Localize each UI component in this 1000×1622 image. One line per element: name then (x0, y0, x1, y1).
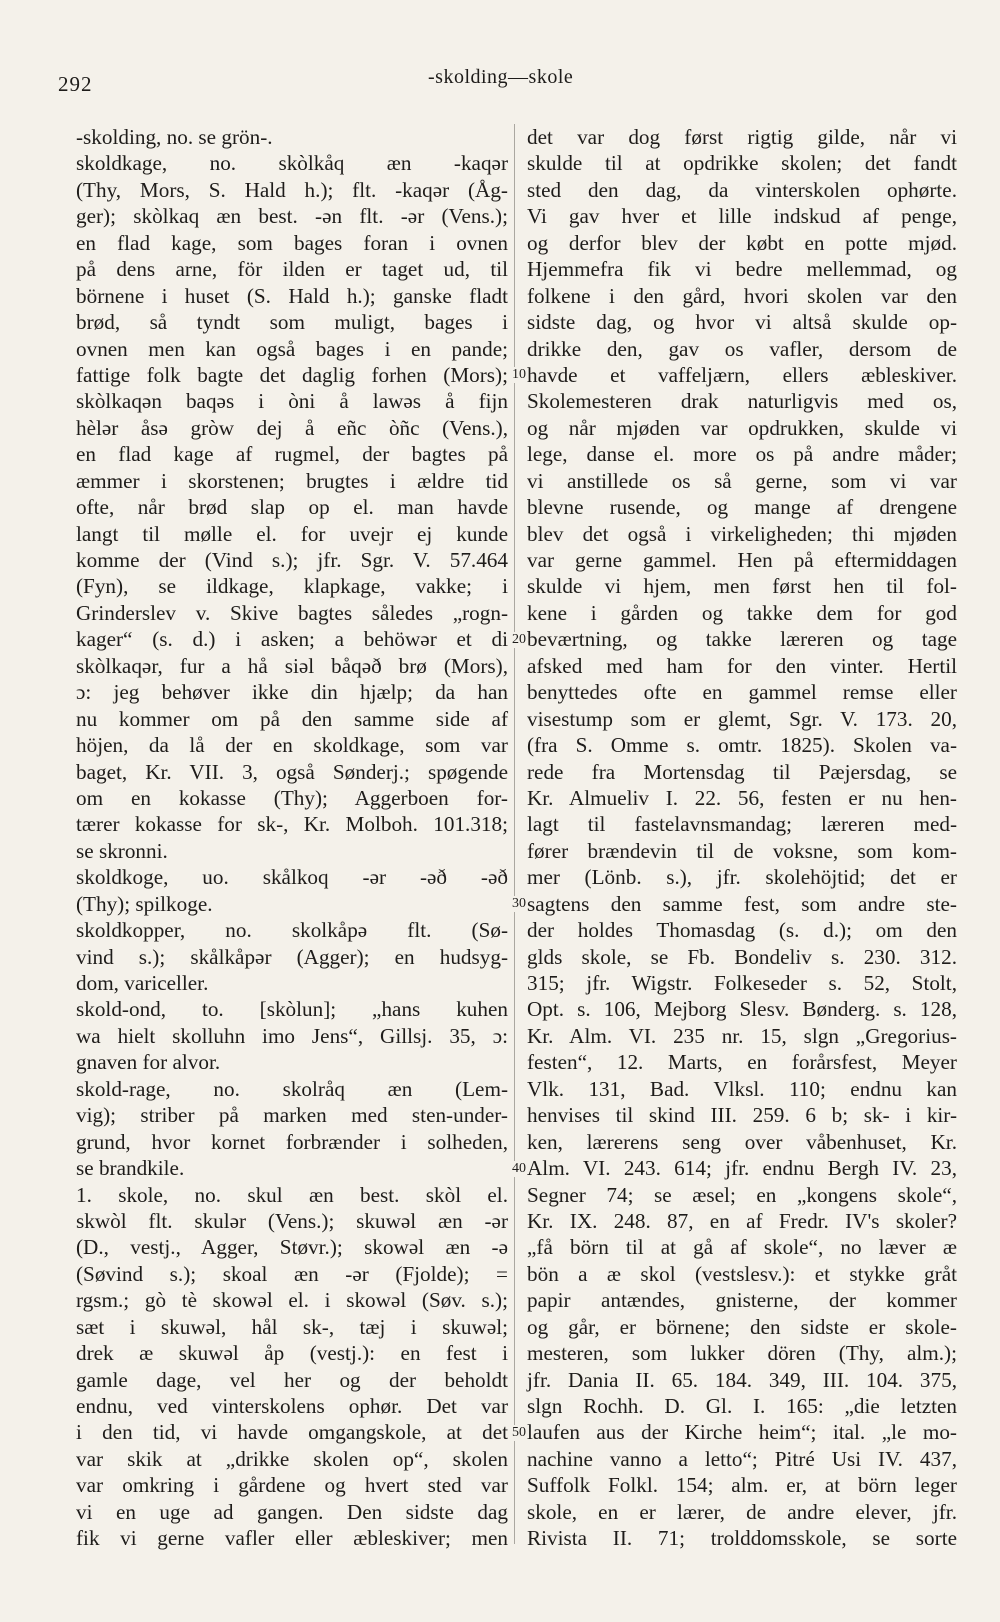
line-number: 40 (512, 1160, 526, 1176)
left-column-line: en flad kage af rugmel, der bagtes på (76, 442, 508, 467)
right-column-line: (fra S. Omme s. omtr. 1825). Skolen va- (527, 733, 957, 758)
right-column-line: skulde til at opdrikke skolen; det fandt (527, 151, 957, 176)
left-column-line: æmmer i skorstenen; brugtes i ældre tid (76, 468, 508, 493)
right-column-line: var gerne gammel. Hen på eftermiddagen (527, 548, 957, 572)
left-column-line: langt til mølle el. for uvejr ej kunde (76, 521, 508, 546)
right-column-line: Vlk. 131, Bad. Vlksl. 110; endnu kan (527, 1076, 957, 1101)
right-column-line: skole, en er lærer, de andre elever, jfr. (527, 1499, 957, 1524)
right-column-line: festen“, 12. Marts, en forårsfest, Meyer (527, 1050, 957, 1075)
right-column-line: sagtens den samme fest, som andre ste- (527, 891, 957, 916)
right-column-line: drikke den, gav os vafler, dersom de (527, 336, 957, 361)
right-column-line: Opt. s. 106, Mejborg Slesv. Bønderg. s. 128, (527, 997, 957, 1022)
left-column-line: vig); striber på marken med sten-under- (76, 1103, 508, 1128)
left-column-line: -skolding, no. se grön-. (76, 125, 273, 149)
left-column-line: Grinderslev v. Skive bagtes således „rogn- (76, 600, 508, 625)
left-column-line: var skik at „drikke skolen op“, skolen (76, 1446, 508, 1471)
right-column-line: Suffolk Folkl. 154; alm. er, at börn leger (527, 1473, 957, 1498)
left-column-line: sæt i skuwəl, hål sk-, tæj i skuwəl; (76, 1314, 508, 1339)
right-column-line: Hjemmefra fik vi bedre mellemmad, og (527, 257, 957, 282)
left-column-line: kager“ (s. d.) i asken; a behöwər et di (76, 627, 508, 652)
left-column-line: gamle dage, vel her og der beholdt (76, 1367, 508, 1392)
left-column-line: en flad kage, som bages foran i ovnen (76, 230, 508, 255)
left-column-line: endnu, ved vinterskolens ophør. Det var (76, 1394, 508, 1418)
left-column-line: (Thy); spilkoge. (76, 891, 213, 916)
right-column-line: skulde vi hjem, men først hen til fol- (527, 574, 957, 599)
right-column-line: beværtning, og takke læreren og tage (527, 627, 957, 652)
right-column-line: og går, er börnene; den sidste er skole- (527, 1314, 957, 1339)
left-column-line: ger); skòlkaq æn best. -ən flt. -ər (Vens.); (76, 204, 508, 229)
right-column-line: Kr. Alm. VI. 235 nr. 15, slgn „Gregorius- (527, 1023, 957, 1048)
left-column-line: (Søvind s.); skoal æn -ər (Fjolde); = (76, 1261, 508, 1286)
left-column-line: baget, Kr. VII. 3, også Sønderj.; spøgende (76, 759, 508, 784)
right-column-line: sidste dag, og hvor vi altså skulde op- (527, 310, 957, 335)
left-column-line: skwòl flt. skulər (Vens.); skuwəl æn -ər (76, 1208, 508, 1233)
left-column-line: fik vi gerne vafler eller æbleskiver; men (76, 1526, 508, 1551)
left-column-line: (Fyn), se ildkage, klapkage, vakke; i (76, 574, 508, 599)
left-column-line: rgsm.; gò tè skowəl el. i skowəl (Søv. s.); (76, 1288, 508, 1313)
left-column-line: nu kommer om på den samme side af (76, 706, 508, 731)
right-column-line: der holdes Thomasdag (s. d.); om den (527, 918, 957, 943)
right-column-line: lagt til fastelavnsmandag; læreren med- (527, 812, 957, 837)
right-column-line: rede fra Mortensdag til Pæjersdag, se (527, 759, 957, 784)
right-column-line: og når mjøden var opdrukken, skulde vi (527, 415, 957, 440)
right-column-line: Vi gav hver et lille indskud af penge, (527, 204, 957, 229)
left-column-line: skoldkopper, no. skolkåpə flt. (Sø- (76, 918, 508, 943)
right-column-line: vi anstillede os så gerne, som vi var (527, 468, 957, 493)
left-column-line: dom, variceller. (76, 971, 209, 995)
line-number: 50 (512, 1425, 526, 1441)
left-column-line: grund, hvor kornet forbrænder i solheden, (76, 1129, 508, 1154)
left-column-line: ɔ: jeg behøver ikke din hjælp; da han (76, 680, 508, 705)
left-column-line: i den tid, vi havde omgangskole, at det (76, 1420, 508, 1445)
left-column-line: brød, så tyndt som muligt, bages i (76, 310, 508, 335)
left-column-line: wa hielt skolluhn imo Jens“, Gillsj. 35, ɔ: (76, 1023, 508, 1048)
right-column-line: afsked med ham for den vinter. Hertil (527, 653, 957, 678)
left-column-line: skold-rage, no. skolråq æn (Lem- (76, 1076, 508, 1101)
column-divider (514, 124, 515, 1544)
right-column-line: Skolemesteren drak naturligvis med os, (527, 389, 957, 414)
left-column (76, 124, 508, 1552)
right-column-line: „få börn til at gå af skole“, no læver æ (527, 1235, 957, 1260)
left-column-line: om en kokasse (Thy); Aggerboen for- (76, 785, 508, 810)
right-column-line: bön a æ skol (vestslesv.): et stykke gråt (527, 1261, 957, 1286)
right-column-line: visestump som er glemt, Sgr. V. 173. 20, (527, 706, 957, 731)
left-column-line: fattige folk bagte det daglig forhen (Mors); (76, 362, 508, 387)
left-column-line: höjen, da lå der en skoldkage, som var (76, 733, 508, 758)
right-column-line: henvises til skind III. 259. 6 b; sk- i kir- (527, 1103, 957, 1128)
right-column-line: laufen aus der Kirche heim“; ital. „le mo- (527, 1420, 957, 1445)
right-column-line: mer (Lönb. s.), jfr. skolehöjtid; det er (527, 865, 957, 890)
right-column-line: glds skole, se Fb. Bondeliv s. 230. 312. (527, 944, 957, 969)
left-column-line: ofte, når brød slap op el. man havde (76, 495, 508, 520)
right-column-line: benyttedes ofte en gammel remse eller (527, 680, 957, 705)
left-column-line: tærer kokasse for sk-, Kr. Molboh. 101.318; (76, 812, 508, 837)
page-number: 292 (58, 72, 93, 96)
left-column-line: se skronni. (76, 838, 168, 863)
right-column-line: nachine vanno a letto“; Pitré Usi IV. 437, (527, 1446, 957, 1471)
left-column-line: vi en uge ad gangen. Den sidste dag (76, 1499, 508, 1524)
line-number: 20 (512, 631, 526, 647)
left-column-line: skold-ond, to. [skòlun]; „hans kuhen (76, 997, 508, 1022)
right-column-line: papir antændes, gnisterne, der kommer (527, 1288, 957, 1313)
left-column-line: vind s.); skålkåpər (Agger); en hudsyg- (76, 944, 508, 969)
right-column-line: sted den dag, da vinterskolen ophørte. (527, 177, 957, 202)
left-column-line: (D., vestj., Agger, Støvr.); skowəl æn -ə (76, 1235, 508, 1260)
right-column-line: mesteren, som lukker dören (Thy, alm.); (527, 1341, 957, 1366)
left-column-line: komme der (Vind s.); jfr. Sgr. V. 57.464 (76, 548, 508, 572)
right-column-line: jfr. Dania II. 65. 184. 349, III. 104. 375, (527, 1367, 957, 1392)
right-column-line: havde et vaffeljærn, ellers æbleskiver. (527, 362, 957, 387)
left-column-line: var omkring i gårdene og hvert sted var (76, 1473, 508, 1498)
left-column-line: skoldkage, no. skòlkåq æn -kaqər (76, 151, 508, 176)
right-column-line: kene i gården og takke dem for god (527, 600, 957, 625)
right-column-line: ken, lærerens seng over våbenhuset, Kr. (527, 1129, 957, 1154)
line-number: 30 (512, 896, 526, 912)
left-column-line: börnene i huset (S. Hald h.); ganske fladt (76, 283, 508, 308)
left-column-line: skòlkaqər, fur a hå siəl båqəð brø (Mors), (76, 653, 508, 678)
right-column-line: det var dog først rigtig gilde, når vi (527, 125, 957, 149)
right-column-line: blev det også i virkeligheden; thi mjøden (527, 521, 957, 546)
right-column-line: slgn Rochh. D. Gl. I. 165: „die letzten (527, 1394, 957, 1418)
left-column-line: skòlkaqən baqəs i òni å lawəs å fijn (76, 389, 508, 414)
left-column-line: hèlər åsə gròw dej å eñc òñc (Vens.), (76, 415, 508, 440)
right-column-line: fører brændevin til de voksne, som kom- (527, 838, 957, 863)
right-column-line: lege, danse el. more os på andre måder; (527, 442, 957, 467)
left-column-line: 1. skole, no. skul æn best. skòl el. (76, 1182, 508, 1207)
left-column-line: skoldkoge, uo. skålkoq -ər -əð -əð (76, 865, 508, 890)
line-number: 10 (512, 367, 526, 383)
right-column-line: Rivista II. 71; trolddomsskole, se sorte (527, 1526, 957, 1551)
right-column (527, 124, 957, 1552)
right-column-line: og derfor blev der købt en potte mjød. (527, 230, 957, 255)
right-column-line: folkene i den gård, hvori skolen var den (527, 283, 957, 308)
right-column-line: blevne rusende, og mange af drengene (527, 495, 957, 520)
left-column-line: (Thy, Mors, S. Hald h.); flt. -kaqər (Åg- (76, 177, 508, 202)
left-column-line: på dens arne, för ilden er taget ud, til (76, 257, 508, 282)
right-column-line: Alm. VI. 243. 614; jfr. endnu Bergh IV. 23, (527, 1156, 957, 1181)
right-column-line: 315; jfr. Wigstr. Folkeseder s. 52, Stolt, (527, 971, 957, 995)
left-column-line: se brandkile. (76, 1156, 185, 1181)
running-head: -skolding—skole (428, 66, 574, 88)
left-column-line: ovnen men kan også bages i en pande; (76, 336, 508, 361)
left-column-line: drek æ skuwəl åp (vestj.): en fest i (76, 1341, 508, 1366)
right-column-line: Kr. IX. 248. 87, en af Fredr. IV's skoler? (527, 1208, 957, 1233)
right-column-line: Kr. Almueliv I. 22. 56, festen er nu hen- (527, 785, 957, 810)
left-column-line: gnaven for alvor. (76, 1050, 221, 1075)
right-column-line: Segner 74; se æsel; en „kongens skole“, (527, 1182, 957, 1207)
